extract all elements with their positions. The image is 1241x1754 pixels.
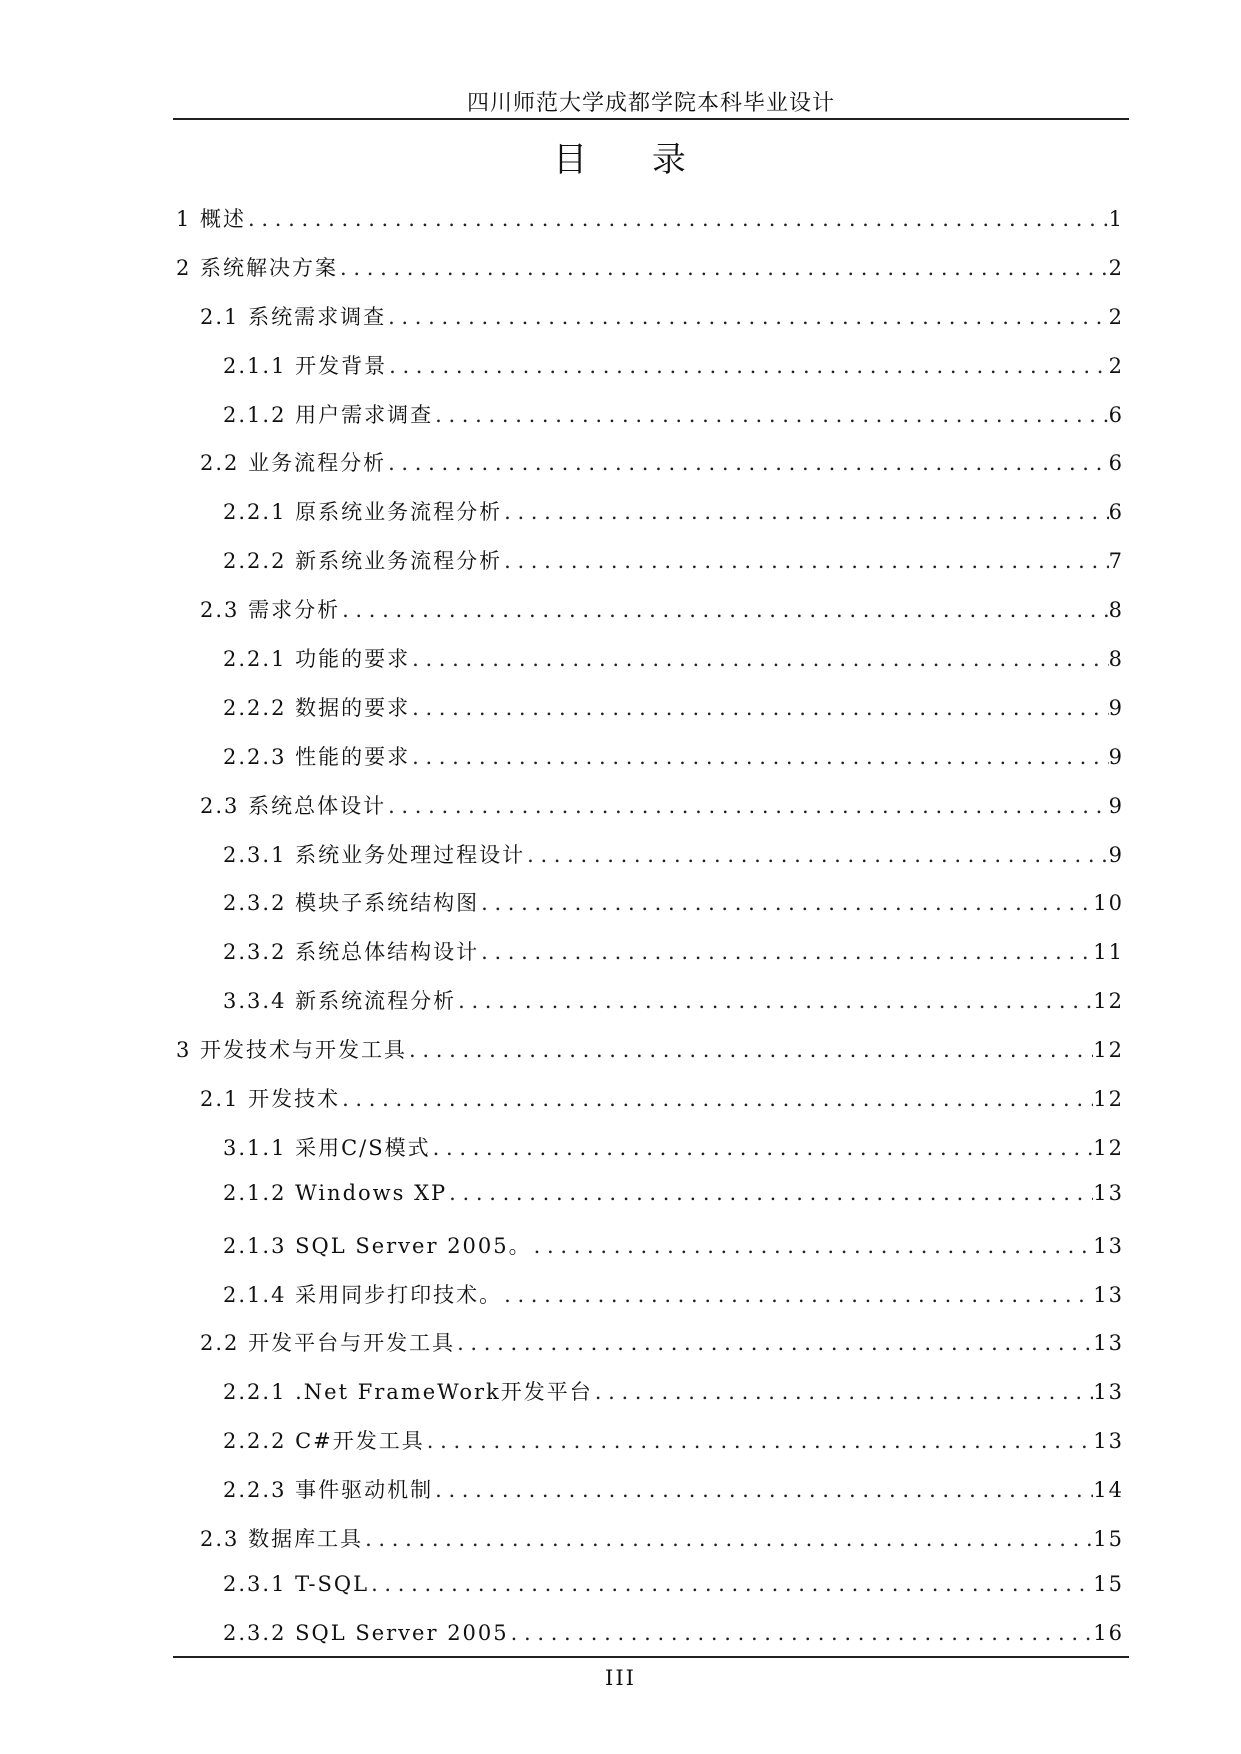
toc-entry-page: 15 xyxy=(1093,1571,1124,1596)
toc-dot-leader xyxy=(479,940,1093,964)
toc-entry-label: 2.2.3 性能的要求 xyxy=(223,744,411,769)
toc-entry-label: 2.3.2 模块子系统结构图 xyxy=(223,891,480,916)
toc-entry-page: 2 xyxy=(1108,255,1124,280)
header-divider xyxy=(173,118,1129,120)
toc-entry-page: 12 xyxy=(1093,1038,1124,1063)
toc-dot-leader xyxy=(456,989,1093,1013)
toc-entry-page: 8 xyxy=(1108,598,1124,623)
toc-dot-leader xyxy=(246,207,1109,231)
toc-entry-label: 2.1.2 用户需求调查 xyxy=(223,402,434,427)
toc-entry-label: 3.1.1 采用C/S模式 xyxy=(223,1135,431,1160)
toc-entry[interactable] xyxy=(176,643,1124,692)
toc-entry-label: 2.1.3 SQL Server 2005。 xyxy=(223,1233,532,1258)
toc-dot-leader xyxy=(431,1136,1094,1160)
toc-entry[interactable] xyxy=(176,936,1124,985)
toc-entry-label: 2.3.2 SQL Server 2005 xyxy=(223,1620,509,1645)
toc-entry[interactable] xyxy=(176,1474,1124,1523)
toc-entry[interactable] xyxy=(176,887,1124,936)
toc-entry[interactable] xyxy=(176,1181,1124,1230)
toc-entry[interactable] xyxy=(176,1034,1124,1083)
toc-dot-leader xyxy=(386,794,1109,818)
toc-entry-label: 2.1.4 采用同步打印技术。 xyxy=(223,1282,503,1307)
toc-entry-page: 13 xyxy=(1093,1380,1124,1405)
toc-entry[interactable] xyxy=(176,301,1124,350)
toc-entry-page: 12 xyxy=(1093,1087,1124,1112)
toc-entry-label: 2.1.1 开发背景 xyxy=(223,353,388,378)
toc-dot-leader xyxy=(410,696,1109,720)
toc-dot-leader xyxy=(447,1181,1093,1205)
toc-entry-label: 2.1 开发技术 xyxy=(200,1087,341,1112)
toc-entry[interactable] xyxy=(176,1083,1124,1132)
toc-entry[interactable] xyxy=(176,1572,1124,1621)
toc-entry-label: 2.2.2 C#开发工具 xyxy=(223,1429,425,1454)
toc-dot-leader xyxy=(386,451,1109,475)
toc-dot-leader xyxy=(340,598,1109,622)
toc-entry-label: 2.2.2 新系统业务流程分析 xyxy=(223,549,503,574)
toc-entry[interactable] xyxy=(176,1376,1124,1425)
toc-entry-label: 2.3.1 系统业务处理过程设计 xyxy=(223,842,526,867)
toc-dot-leader xyxy=(410,745,1109,769)
toc-entry-label: 2.3.1 T-SQL xyxy=(223,1571,370,1596)
toc-dot-leader xyxy=(407,1038,1093,1062)
toc-title: 目 录 xyxy=(553,140,688,180)
toc-entry-page: 6 xyxy=(1108,402,1124,427)
toc-entry-label: 2.1 系统需求调查 xyxy=(200,304,387,329)
toc-entry[interactable] xyxy=(176,447,1124,496)
toc-entry-label: 2.2.1 .Net FrameWork开发平台 xyxy=(223,1380,593,1405)
page-header: 四川师范大学成都学院本科毕业设计 xyxy=(466,91,835,116)
toc-entry[interactable] xyxy=(176,692,1124,741)
toc-entry[interactable] xyxy=(176,741,1124,790)
toc-entry-label: 3.3.4 新系统流程分析 xyxy=(223,989,457,1014)
toc-entry-page: 8 xyxy=(1108,647,1124,672)
toc-entry[interactable] xyxy=(176,839,1124,888)
toc-entry-label: 2 系统解决方案 xyxy=(176,255,339,280)
toc-entry-label: 2.2.1 功能的要求 xyxy=(223,647,411,672)
toc-entry[interactable] xyxy=(176,252,1124,301)
toc-dot-leader xyxy=(502,500,1109,524)
toc-dot-leader xyxy=(525,843,1109,867)
toc-entry-page: 1 xyxy=(1108,207,1124,231)
toc-entry-page: 13 xyxy=(1093,1331,1124,1356)
toc-dot-leader xyxy=(502,1283,1093,1307)
toc-dot-leader xyxy=(502,549,1109,573)
toc-entry[interactable] xyxy=(176,399,1124,448)
toc-entry-page: 9 xyxy=(1108,842,1124,867)
toc-entry[interactable] xyxy=(176,1425,1124,1474)
toc-entry-label: 2.2 业务流程分析 xyxy=(200,451,387,476)
toc-entry-label: 2.2.3 事件驱动机制 xyxy=(223,1478,434,1503)
toc-entry-label: 2.3.2 系统总体结构设计 xyxy=(223,940,480,965)
toc-dot-leader xyxy=(338,256,1109,280)
toc-entry-page: 9 xyxy=(1108,695,1124,720)
toc-entry[interactable] xyxy=(176,203,1124,252)
toc-entry[interactable] xyxy=(176,1279,1124,1328)
toc-entry-page: 16 xyxy=(1093,1620,1124,1645)
toc-entry[interactable] xyxy=(176,1230,1124,1279)
toc-entry-page: 9 xyxy=(1108,744,1124,769)
toc-dot-leader xyxy=(410,647,1109,671)
toc-entry-page: 15 xyxy=(1093,1527,1124,1552)
toc-entry-page: 13 xyxy=(1093,1233,1124,1258)
toc-entry-page: 6 xyxy=(1108,500,1124,525)
toc-dot-leader xyxy=(363,1527,1093,1551)
toc-dot-leader xyxy=(433,403,1109,427)
toc-entry-label: 1 概述 xyxy=(176,207,247,231)
toc-entry-page: 12 xyxy=(1093,1135,1124,1160)
toc-entry[interactable] xyxy=(176,1327,1124,1376)
toc-entry-page: 7 xyxy=(1108,549,1124,574)
toc-entry-page: 12 xyxy=(1093,989,1124,1014)
toc-dot-leader xyxy=(455,1331,1093,1355)
toc-entry-label: 3 开发技术与开发工具 xyxy=(176,1038,408,1063)
toc-dot-leader xyxy=(509,1621,1094,1645)
toc-entry-page: 2 xyxy=(1108,304,1124,329)
toc-dot-leader xyxy=(479,891,1093,915)
toc-entry-label: 2.2 开发平台与开发工具 xyxy=(200,1331,456,1356)
table-of-contents xyxy=(176,203,1124,1670)
toc-dot-leader xyxy=(593,1380,1094,1404)
toc-entry[interactable] xyxy=(176,594,1124,643)
toc-entry-label: 2.2.1 原系统业务流程分析 xyxy=(223,500,503,525)
toc-dot-leader xyxy=(433,1478,1093,1502)
toc-entry[interactable] xyxy=(176,545,1124,594)
toc-entry-label: 2.2.2 数据的要求 xyxy=(223,695,411,720)
toc-entry[interactable] xyxy=(176,790,1124,839)
toc-dot-leader xyxy=(532,1234,1094,1258)
toc-entry[interactable] xyxy=(176,1132,1124,1181)
toc-entry-page: 14 xyxy=(1093,1478,1124,1503)
toc-entry-page: 6 xyxy=(1108,451,1124,476)
toc-entry-label: 2.3 系统总体设计 xyxy=(200,793,387,818)
toc-entry-page: 10 xyxy=(1093,891,1124,916)
toc-entry-label: 2.1.2 Windows XP xyxy=(223,1180,448,1205)
toc-entry[interactable] xyxy=(176,350,1124,399)
toc-entry-page: 11 xyxy=(1093,940,1124,965)
toc-entry-page: 13 xyxy=(1093,1180,1124,1205)
toc-entry[interactable] xyxy=(176,985,1124,1034)
toc-entry-page: 13 xyxy=(1093,1282,1124,1307)
toc-dot-leader xyxy=(425,1429,1093,1453)
toc-entry[interactable] xyxy=(176,1523,1124,1572)
toc-dot-leader xyxy=(386,305,1109,329)
toc-dot-leader xyxy=(340,1087,1093,1111)
toc-entry-label: 2.3 需求分析 xyxy=(200,598,341,623)
toc-entry-page: 13 xyxy=(1093,1429,1124,1454)
toc-entry[interactable] xyxy=(176,496,1124,545)
toc-entry[interactable] xyxy=(176,1621,1124,1670)
footer-divider xyxy=(173,1656,1129,1658)
toc-dot-leader xyxy=(369,1572,1093,1596)
toc-dot-leader xyxy=(387,354,1109,378)
toc-entry-label: 2.3 数据库工具 xyxy=(200,1527,364,1552)
page-number: III xyxy=(605,1666,636,1690)
toc-entry-page: 9 xyxy=(1108,793,1124,818)
toc-entry-page: 2 xyxy=(1108,353,1124,378)
